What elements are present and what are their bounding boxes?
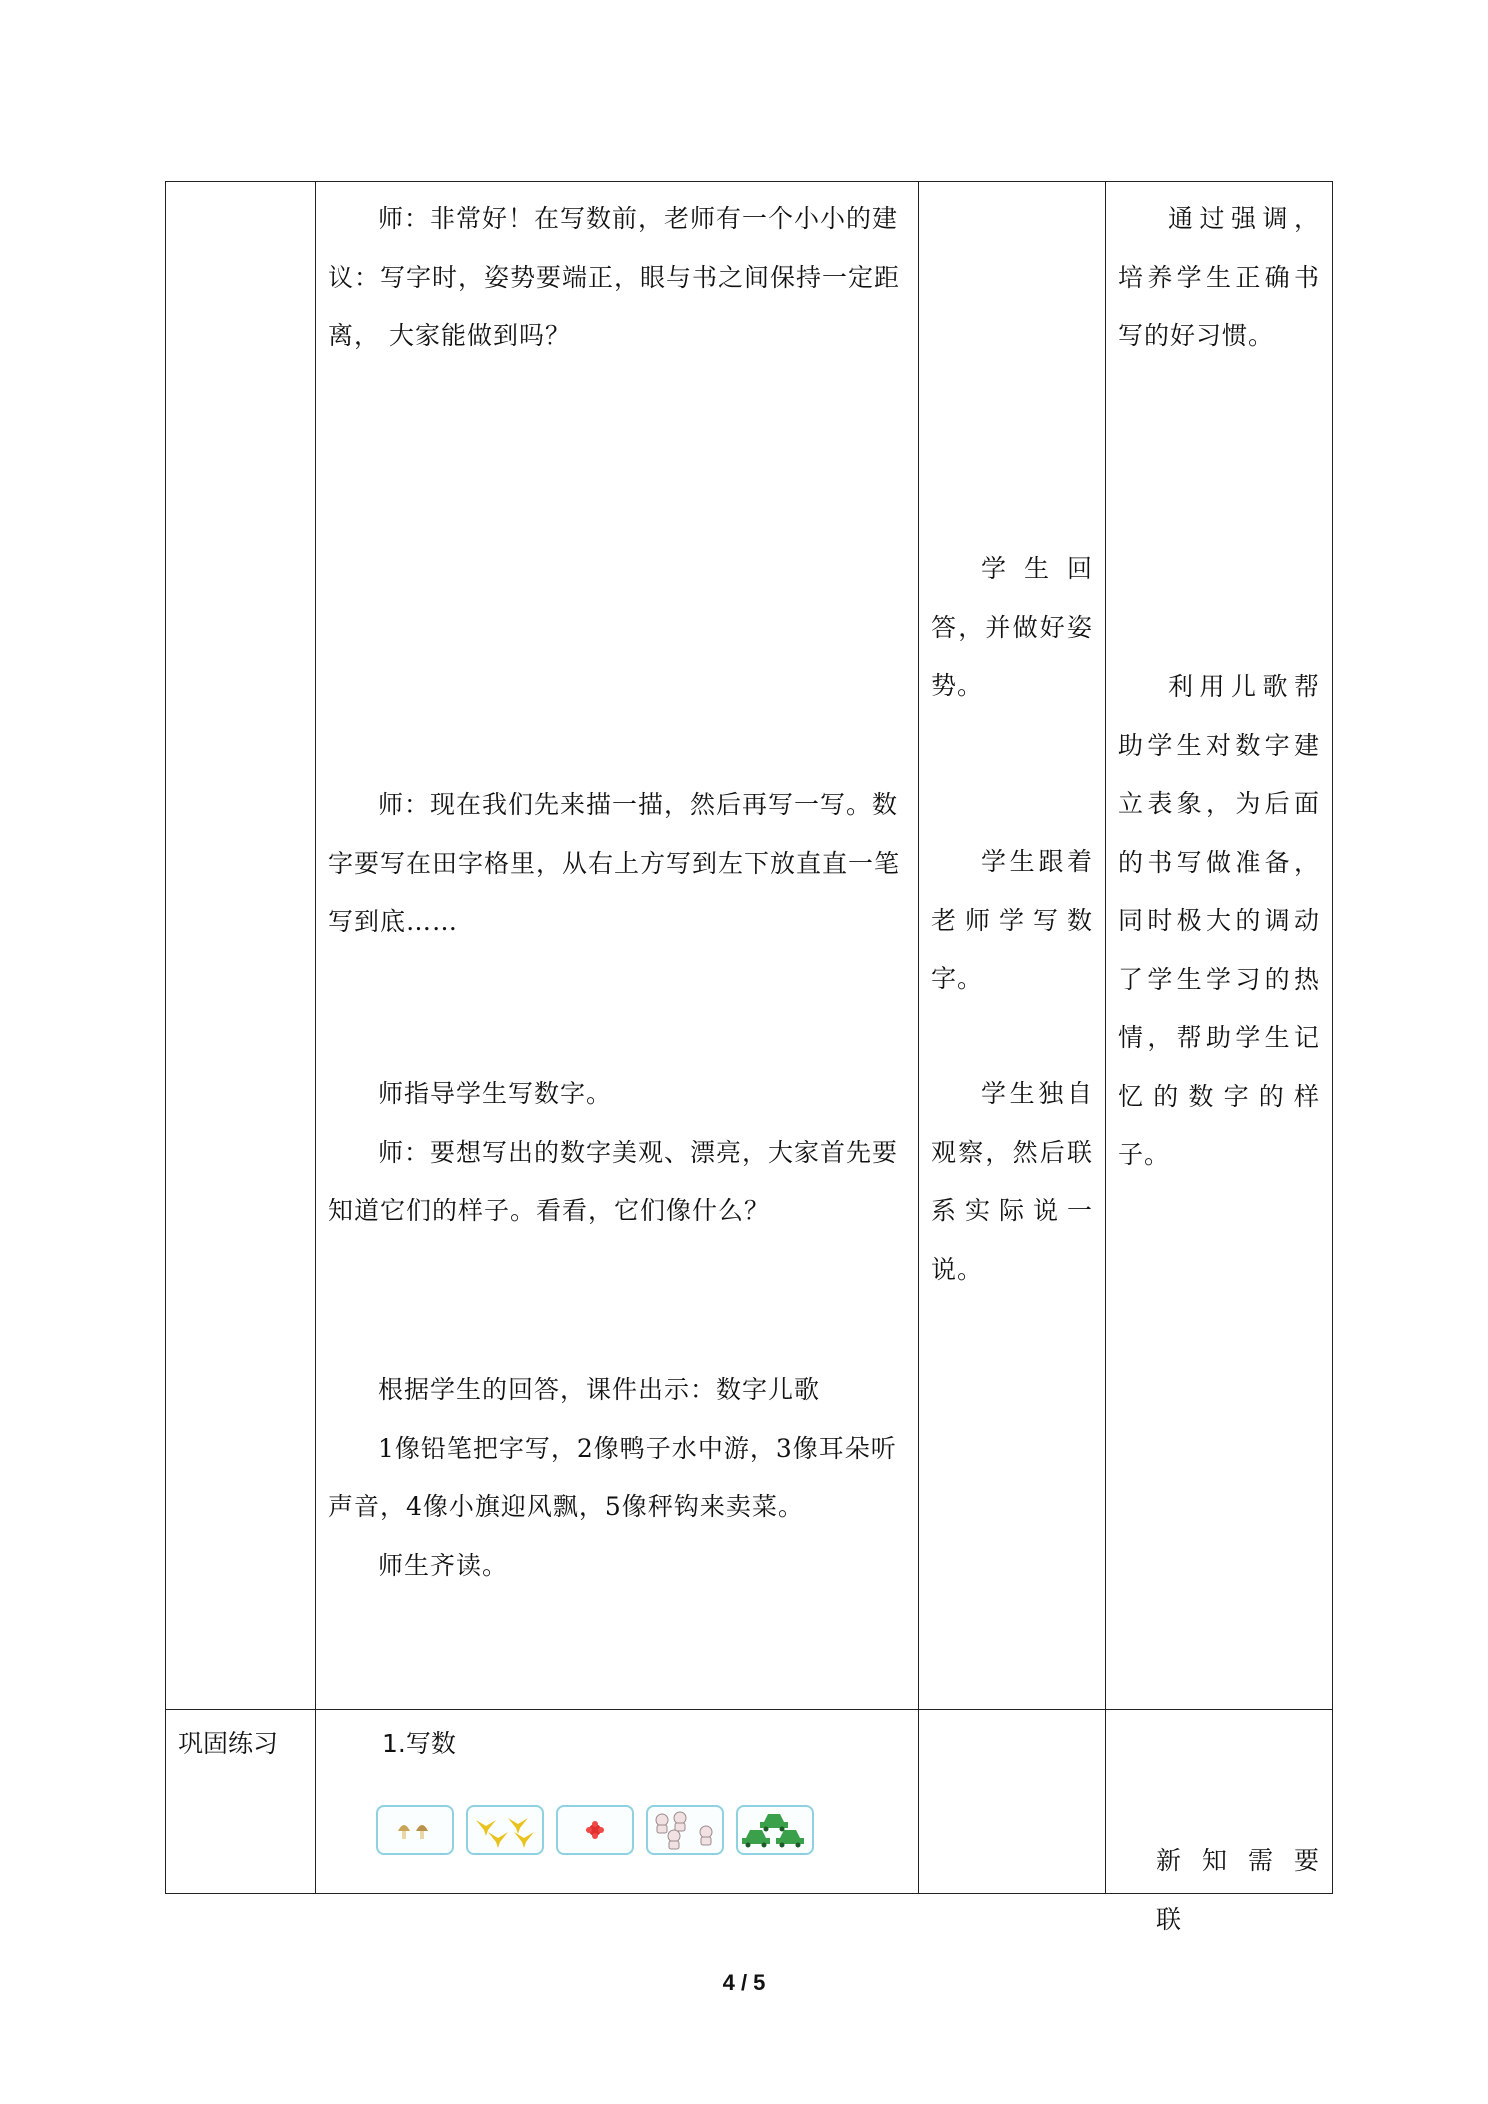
mushroom-icon	[376, 1805, 454, 1855]
practice-row	[166, 1710, 1333, 1894]
procedure-paragraph: 师生齐读。	[378, 1550, 509, 1580]
design-intent-cell	[1106, 1710, 1333, 1934]
flower-icon	[556, 1805, 634, 1855]
car-icon	[736, 1805, 814, 1855]
lesson-plan-table	[165, 181, 1333, 1934]
procedure-paragraph: 师：非常好！在写数前，老师有一个小小的建议：写字时，姿势要端正，眼与书之间保持一定距离， 大家能做到吗？	[328, 204, 901, 350]
procedure-paragraph: 1像铅笔把字写，2像鸭子水中游，3像耳朵听声音，4像小旗迎风飘，5像秤钩来卖菜。	[328, 1433, 897, 1521]
stage-label: 巩固练习	[178, 1729, 279, 1758]
stage-cell	[166, 182, 316, 1710]
bear-icon	[646, 1805, 724, 1855]
student-paragraph: 学生回答，并做好姿势。	[931, 554, 1093, 700]
page-number: 4 / 5	[722, 1970, 766, 1995]
student-paragraph: 学生跟着老师学写数字。	[931, 847, 1093, 993]
practice-task-cell	[316, 1710, 919, 1894]
stage-cell	[166, 1710, 316, 1894]
procedure-paragraph: 师指导学生写数字。	[378, 1079, 613, 1108]
student-activity-cell	[919, 182, 1106, 1710]
student-paragraph: 学生独自观察，然后联系实际说一说。	[931, 1079, 1093, 1284]
design-intent-cell	[1106, 182, 1333, 1710]
procedure-paragraph: 师：要想写出的数字美观、漂亮，大家首先要知道它们的样子。看看，它们像什么？	[328, 1137, 899, 1225]
counting-pictures	[376, 1805, 814, 1855]
practice-task: 1.写数	[382, 1729, 456, 1758]
bird-icon	[466, 1805, 544, 1855]
student-activity-cell	[919, 1710, 1106, 1894]
procedure-paragraph: 根据学生的回答，课件出示：数字儿歌	[378, 1375, 821, 1404]
procedure-cell	[316, 182, 919, 1710]
intent-paragraph: 通过强调，培养学生正确书写的好习惯。	[1118, 204, 1320, 350]
intent-paragraph: 新 知 需 要 联	[1156, 1846, 1320, 1934]
intent-paragraph: 利用儿歌帮助学生对数字建立表象，为后面的书写做准备，同时极大的调动了学生学习的热情，帮助学生记忆的数字的样子。	[1118, 672, 1320, 1169]
procedure-paragraph: 师：现在我们先来描一描，然后再写一写。数字要写在田字格里，从右上方写到左下放直直一笔写到底……	[328, 790, 901, 936]
teaching-row	[166, 182, 1333, 1710]
